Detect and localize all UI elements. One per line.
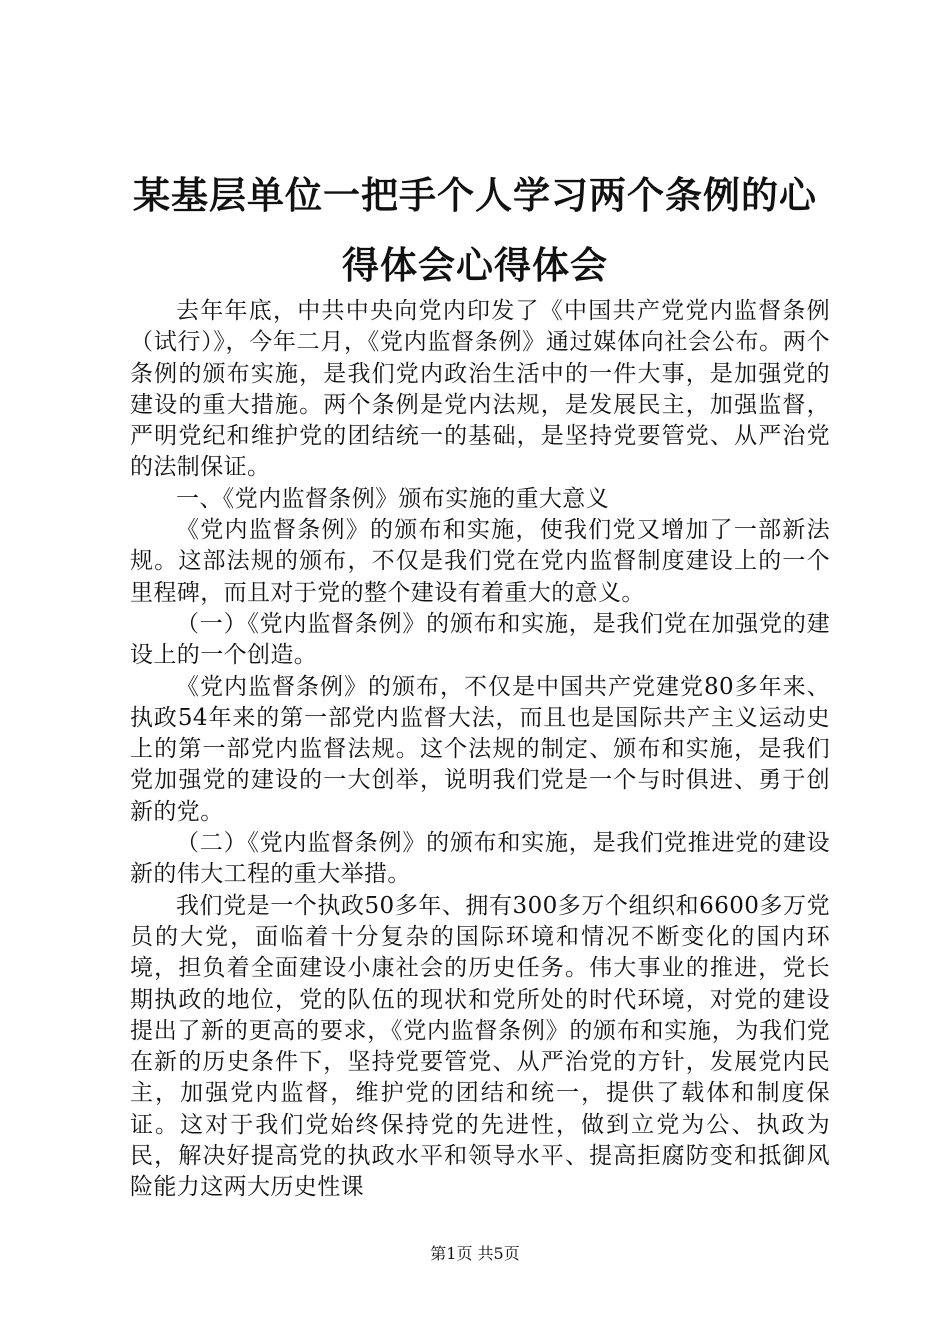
document-body bbox=[130, 296, 830, 1204]
body-paragraph: 《党内监督条例》的颁布，不仅是中国共产党建党80多年来、执政54年来的第一部党内监督大法，而且也是国际共产主义运动史上的第一部党内监督法规。这个法规的制定、颁布和实施，是我们党加强党的建设的一大创举，说明我们党是一个与时俱进、勇于创新的党。 bbox=[130, 673, 830, 825]
body-paragraph: 《党内监督条例》的颁布和实施，使我们党又增加了一部新法规。这部法规的颁布，不仅是我们党在党内监督制度建设上的一个里程碑，而且对于党的整个建设有着重大的意义。 bbox=[130, 517, 830, 606]
page-number-footer: 第1页 共5页 bbox=[430, 1244, 520, 1263]
body-paragraph: 我们党是一个执政50多年、拥有300多万个组织和6600多万党员的大党，面临着十分复杂的国际环境和情况不断变化的国内环境，担负着全面建设小康社会的历史任务。伟大事业的推进，党长期执政的地位，党的队伍的现状和党所处的时代环境，对党的建设提出了新的更高的要求，《党内监督条例》的颁布和实施，为我们党在新的历史条件下，坚持党要管党、从严治党的方针，发展党内民主，加强党内监督，维护党的团结和统一，提供了载体和制度保证。这对于我们党始终保持党的先进性，做到立党为公、执政为民，解决好提高党的执政水平和领导水平、提高拒腐防变和抵御风险能力这两大历史性课 bbox=[130, 892, 830, 1201]
subsection-heading: （一）《党内监督条例》的颁布和实施，是我们党在加强党的建设上的一个创造。 bbox=[130, 610, 830, 669]
body-paragraph: 去年年底，中共中央向党内印发了《中国共产党党内监督条例（试行）》，今年二月，《党内监督条例》通过媒体向社会公布。两个条例的颁布实施，是我们党内政治生活中的一件大事，是加强党的建设的重大措施。两个条例是党内法规，是发展民主，加强监督，严明党纪和维护党的团结统一的基础，是坚持党要管党、从严治党的法制保证。 bbox=[130, 298, 830, 481]
section-heading: 一、《党内监督条例》颁布实施的重大意义 bbox=[176, 485, 610, 512]
document-title: 某基层单位一把手个人学习两个条例的心得体会心得体会 bbox=[133, 173, 817, 287]
subsection-heading: （二）《党内监督条例》的颁布和实施，是我们党推进党的建设新的伟大工程的重大举措。 bbox=[130, 830, 830, 888]
